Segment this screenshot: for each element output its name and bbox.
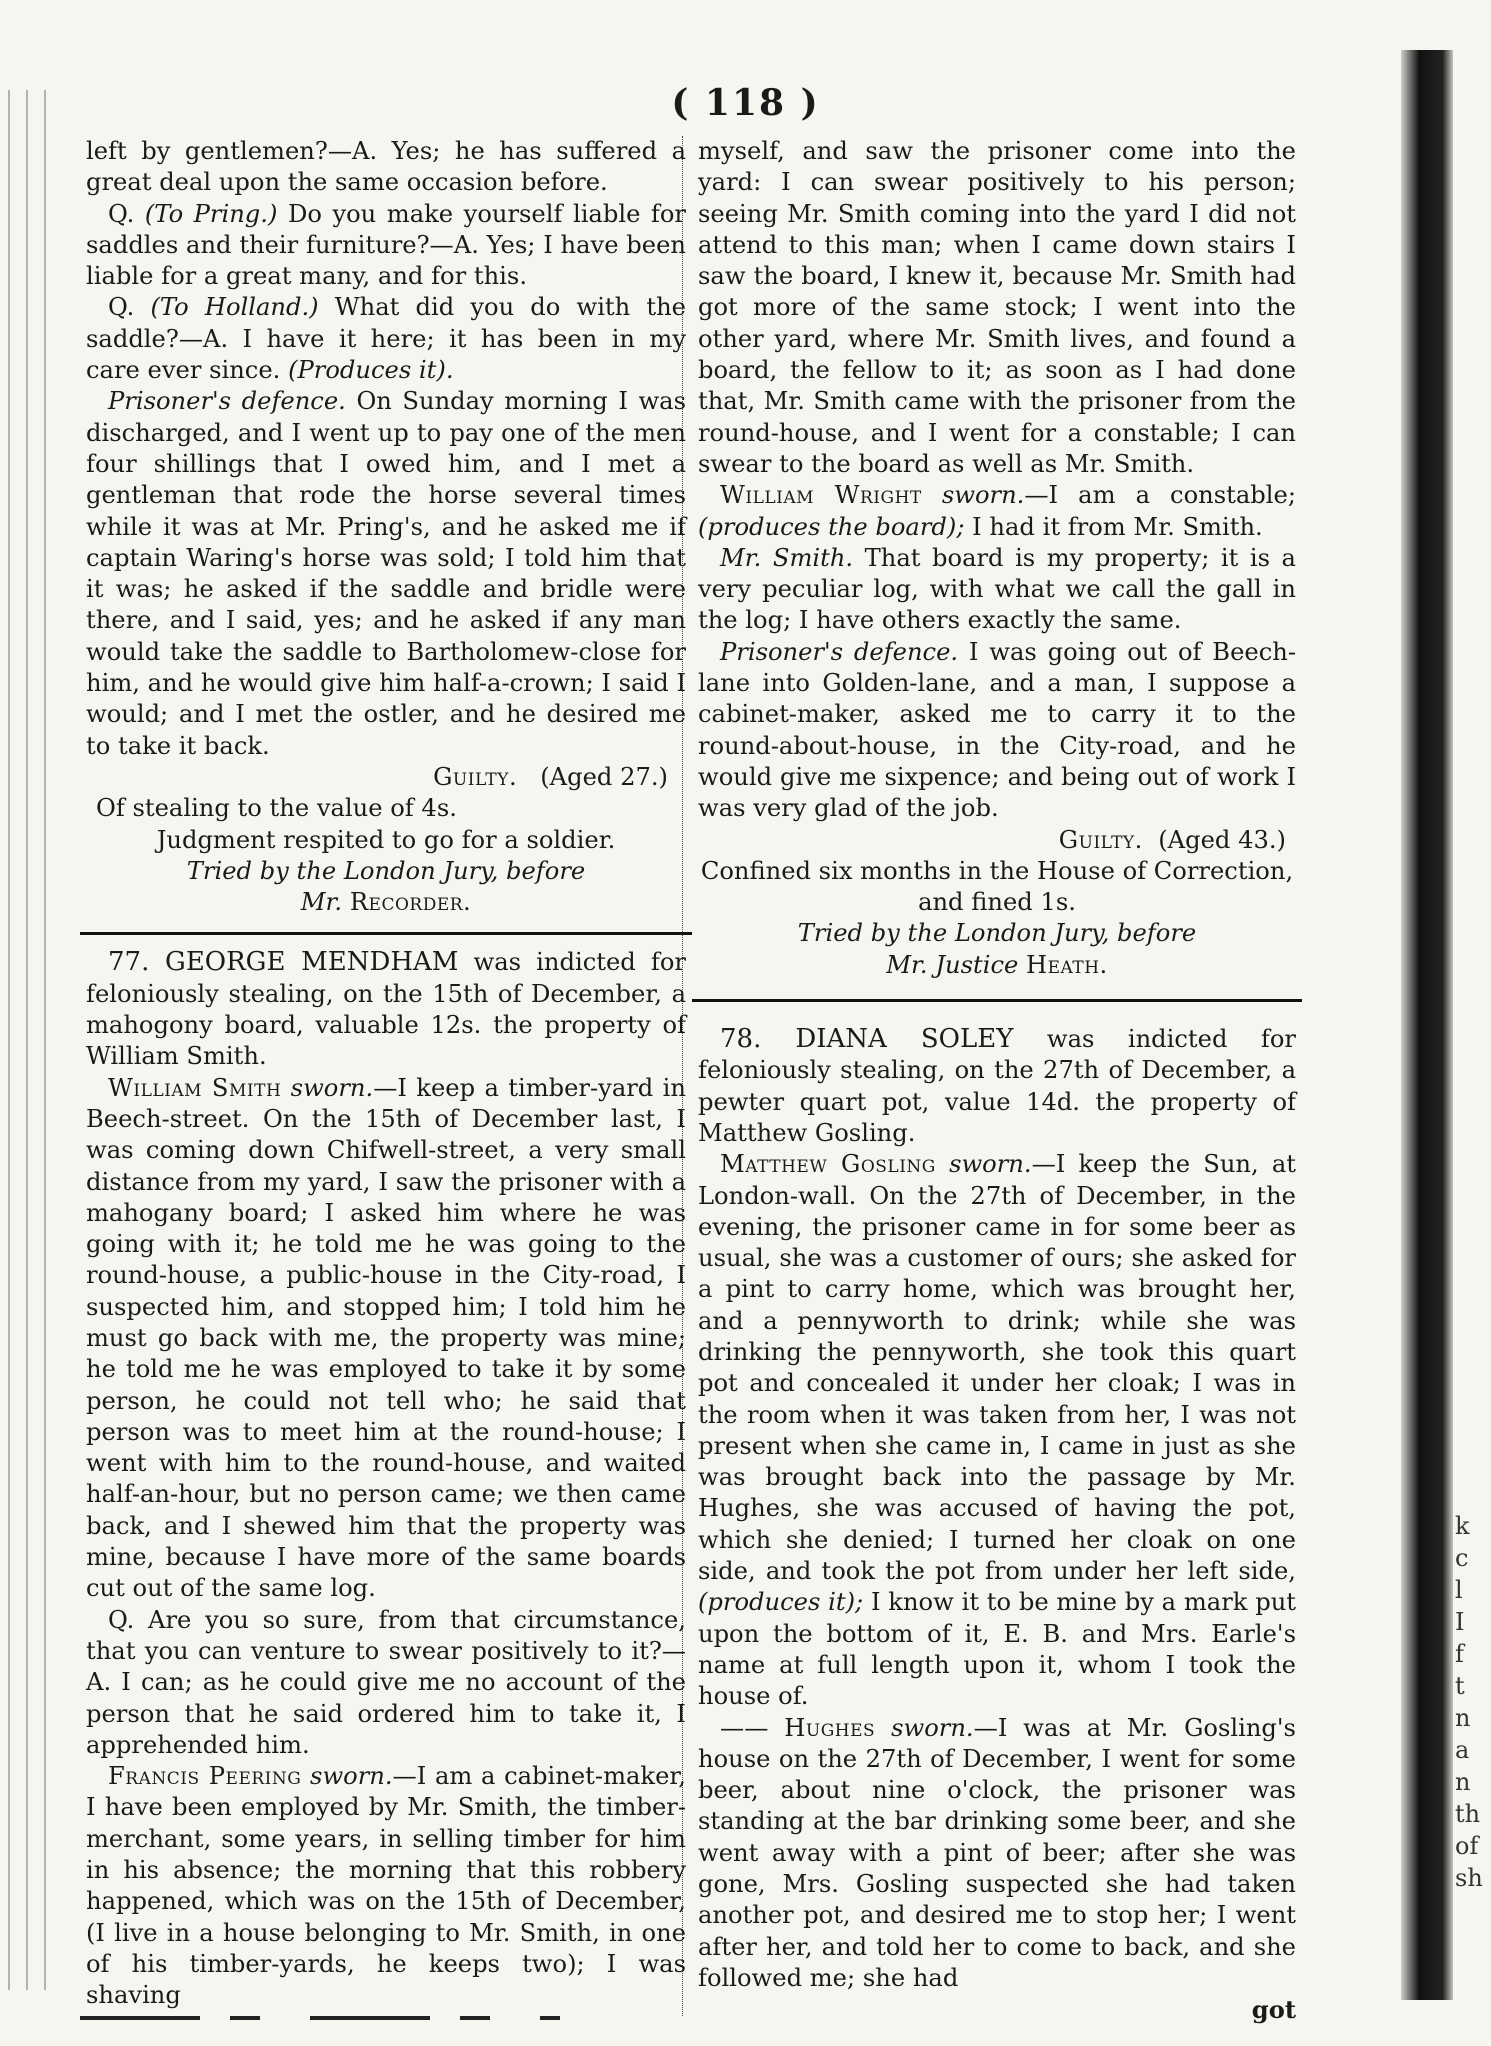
left-column xyxy=(86,136,686,2012)
paragraph: left by gentlemen?—A. Yes; he has suffered a great deal upon the same occasion before. xyxy=(86,137,686,197)
judge-title: Justice xyxy=(935,950,1019,979)
testimony-text: —I keep the Sun, at London-wall. On the 27th of December, in the evening, the prisoner came in for some beer as usual, she was a customer of ours; she asked for a pint to carry home, which was brought her, and a pennyworth to drink; while she was drinking the pennyworth, she took this quart pot and concealed it under her cloak; I was in the room when it was taken from her, I was not present when she came in, I came in just as she was brought back into the passage by Mr. Hughes, she was accused of having the pot, which she denied; I turned her cloak on one side, and took the pot from under her left side, xyxy=(698,1150,1296,1586)
witness-name: Hughes xyxy=(784,1713,876,1742)
verdict-age: (Aged 43.) xyxy=(1158,825,1286,854)
sentence-line: Judgment respited to go for a soldier. xyxy=(156,825,616,854)
judge-name: Heath. xyxy=(1026,950,1108,979)
verdict: Guilty. xyxy=(433,762,518,791)
question-mark: Q. xyxy=(108,293,135,322)
bottom-printer-mark xyxy=(80,2016,560,2020)
judge-prefix: Mr. xyxy=(300,888,343,917)
sentence-line: Confined six months in the House of Correction, xyxy=(700,856,1294,885)
testimony xyxy=(698,480,1296,543)
paragraph: myself, and saw the prisoner come into the yard: I can swear positively to his person; seeing Mr. Smith coming into the yard I did not attend to this man; when I came down stairs I saw the board, I knew it, because Mr. Smith had got more of the same stock; I went into the other yard, where Mr. Smith lives, and found a board, the fellow to it; as soon as I had done that, Mr. Smith came with the prisoner from the round-house, and I went for a constable; I can swear to the board as well as Mr. Smith. xyxy=(698,137,1296,478)
bleed-letter: f xyxy=(1455,1640,1464,1668)
speaker: Mr. Smith. xyxy=(720,543,854,572)
paragraph: Q. Are you so sure, from that circumstance, that you can venture to swear positively to it?—A. I can; as he could give me no account of the person that he said ordered him to take it, I apprehended him. xyxy=(86,1605,686,1759)
verdict: Guilty. xyxy=(1058,825,1143,854)
verdict-line xyxy=(86,762,686,793)
case-heading xyxy=(86,947,686,1072)
bleed-letter: a xyxy=(1455,1736,1470,1764)
binding-shadow-left xyxy=(0,90,50,1990)
bleed-letter: k xyxy=(1455,1512,1470,1540)
sworn: sworn. xyxy=(290,1073,374,1102)
judge xyxy=(86,887,686,918)
testimony-text: I know it to be mine by a mark put upon the bottom of it, E. B. and Mrs. Earle's name at full length upon it, whom I took the house of. xyxy=(698,1588,1296,1711)
addressee: (To Pring.) xyxy=(144,199,278,228)
paragraph-text: What did you do with the saddle?—A. I have it here; it has been in my care ever since. xyxy=(86,293,686,385)
paragraph-text: Do you make yourself liable for saddles and their furniture?—A. Yes; I have been liable for a great many, and for this. xyxy=(86,199,686,291)
bleed-letter: n xyxy=(1455,1768,1471,1796)
sworn: sworn. xyxy=(891,1713,974,1742)
binding-shadow-right xyxy=(1401,50,1453,2000)
addressee: (To Holland.) xyxy=(150,293,319,322)
paragraph xyxy=(86,292,686,386)
paragraph xyxy=(86,386,686,762)
sworn: sworn. xyxy=(310,1762,393,1791)
judge-prefix: Mr. xyxy=(886,950,928,979)
question-mark: Q. xyxy=(108,199,135,228)
case-separator xyxy=(80,932,692,935)
case-separator xyxy=(692,999,1302,1002)
testimony-text: —I was at Mr. Gosling's house on the 27th of December, I went for some beer, about nine o'clock, the prisoner was standing at the bar drinking some beer, and she went away with a pint of beer; after she was gone, Mrs. Gosling suspected she had taken another pot, and desired me to stop her; I went after her, and told her to come to back, and she followed me; she had xyxy=(698,1713,1296,1992)
tried-by-text: Tried by the London Jury, before xyxy=(797,919,1197,948)
bleed-letter: c xyxy=(1455,1544,1469,1572)
stage-note: (produces the board); xyxy=(698,512,965,541)
judge-name: Recorder. xyxy=(349,888,472,917)
case-text: was indicted for feloniously stealing, on the 15th of December, a mahogony board, valuable 12s. the property of William Smith. xyxy=(86,948,686,1071)
right-column xyxy=(698,136,1296,2026)
adjacent-page-bleed xyxy=(1455,1510,1491,1894)
paragraph xyxy=(698,543,1296,637)
witness-name: William Wright xyxy=(720,481,922,510)
bleed-letter: of xyxy=(1455,1832,1479,1860)
catchword: got xyxy=(1251,1995,1296,2025)
witness-name: William Smith xyxy=(108,1073,282,1102)
section-label: Prisoner's defence. xyxy=(720,637,959,666)
bleed-letter: l xyxy=(1455,1576,1463,1604)
testimony-text: —I am a constable; xyxy=(1024,481,1296,510)
sworn: sworn. xyxy=(941,481,1025,510)
tried-by-text: Tried by the London Jury, before xyxy=(186,856,586,885)
bleed-letter: sh xyxy=(1455,1864,1483,1892)
case-lead: 78. DIANA SOLEY xyxy=(720,1024,1014,1055)
bleed-letter: n xyxy=(1455,1704,1471,1732)
stage-note: (Produces it). xyxy=(288,356,454,385)
sentence-line: Of stealing to the value of 4s. xyxy=(96,794,457,823)
case-heading xyxy=(698,1024,1296,1149)
section-label: Prisoner's defence. xyxy=(108,387,346,416)
page-number: ( 118 ) xyxy=(671,82,820,124)
judge xyxy=(698,950,1296,981)
paragraph-text: I was going out of Beech-lane into Golden-lane, and a man, I suppose a cabinet-maker, asked me to carry it to the round-about-house, in the City-road, and he would give me sixpence; and being out of work I was very glad of the job. xyxy=(698,637,1296,823)
bleed-letter: I xyxy=(1455,1608,1465,1636)
bleed-letter: t xyxy=(1455,1672,1465,1700)
stage-note: (produces it); xyxy=(698,1588,864,1617)
sentence-line: and fined 1s. xyxy=(918,888,1076,917)
testimony-text: I had it from Mr. Smith. xyxy=(972,512,1263,541)
testimony xyxy=(698,1713,1296,1995)
testimony-text: —I keep a timber-yard in Beech-street. On the 15th of December last, I was coming down Chifwell-street, a very small distance from my yard, I saw the prisoner with a mahogany board; I asked him where he was going with it; he told me he was going to the round-house, a public-house in the City-road, I suspected him, and stopped him; I told him he must go back with me, the property was mine; he told me he was employed to take it by some person, he could not tell who; he said that person was to meet him at the round-house; I went with him to the round-house, and waited half-an-hour, but no person came; we then came back, and I shewed him that the property was mine, because I have more of the same boards cut out of the same log. xyxy=(86,1073,686,1603)
tried-by xyxy=(698,918,1296,949)
paragraph-text: That board is my property; it is a very peculiar log, with what we call the gall in the log; I have others exactly the same. xyxy=(698,543,1296,635)
witness-name: Matthew Gosling xyxy=(720,1150,936,1179)
verdict-line xyxy=(698,825,1296,856)
testimony xyxy=(698,1149,1296,1712)
sworn: sworn. xyxy=(949,1150,1032,1179)
witness-name: Francis Peering xyxy=(108,1762,302,1791)
testimony xyxy=(86,1761,686,2011)
bleed-letter: th xyxy=(1455,1800,1481,1828)
verdict-age: (Aged 27.) xyxy=(540,762,668,791)
case-text: was indicted for feloniously stealing, on the 27th of December, a pewter quart pot, value 14d. the property of Matthew Gosling. xyxy=(698,1025,1296,1147)
case-lead: 77. GEORGE MENDHAM xyxy=(108,947,459,978)
testimony xyxy=(86,1073,686,1605)
testimony-text: —I am a cabinet-maker, I have been employed by Mr. Smith, the timber-merchant, some years, in selling timber for him in his absence; the morning that this robbery happened, which was on the 15th of December, (I live in a house belonging to Mr. Smith, in one of his timber-yards, he keeps two); I was shaving xyxy=(86,1762,686,2010)
paragraph-text: On Sunday morning I was discharged, and I went up to pay one of the men four shillings that I owed him, and I met a gentleman that rode the horse several times while it was at Mr. Pring's, and he asked me if captain Waring's horse was sold; I told him that it was; he asked if the saddle and bridle were there, and I said, yes; and he asked if any man would take the saddle to Bartholomew-close for him, and he would give him half-a-crown; I said I would; and I met the ostler, and he desired me to take it back. xyxy=(86,387,686,760)
paragraph xyxy=(86,199,686,293)
paragraph xyxy=(698,637,1296,825)
dash: —— xyxy=(720,1713,769,1742)
tried-by xyxy=(86,856,686,887)
